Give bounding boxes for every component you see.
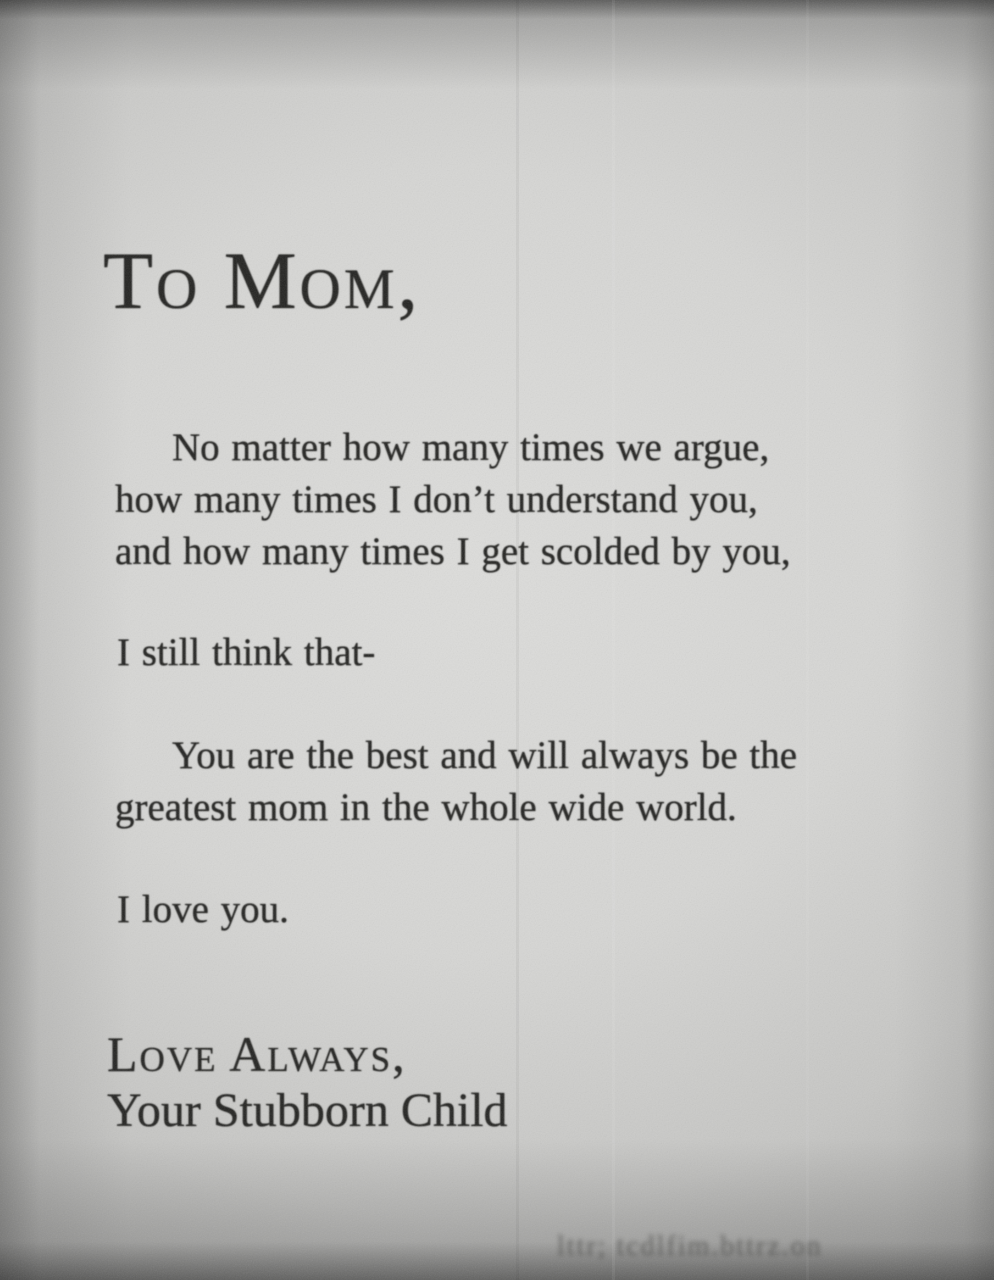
paragraph-line: and how many times I get scolded by you, xyxy=(115,530,791,573)
letter-closing: Love Always, xyxy=(107,1026,407,1082)
paragraph-line: how many times I don’t understand you, xyxy=(115,478,758,521)
paragraph-line: No matter how many times we argue, xyxy=(172,426,770,469)
paragraph-line: greatest mom in the whole wide world. xyxy=(115,786,737,829)
letter-paragraph-greatest-mom xyxy=(115,730,797,834)
watermark-text: lttr; tcdlfim.bttrz.on xyxy=(557,1231,823,1262)
paragraph-line: You are the best and will always be the xyxy=(172,734,798,777)
paper-streak xyxy=(806,0,809,1280)
letter-signature: Your Stubborn Child xyxy=(107,1084,508,1137)
letter-interjection: I still think that- xyxy=(117,631,376,674)
paper-streak xyxy=(516,0,519,1280)
letter-declaration: I love you. xyxy=(117,888,289,931)
paper-streak xyxy=(612,0,615,1280)
letter-paragraph-argue xyxy=(115,422,791,578)
letter-salutation: To Mom, xyxy=(103,235,422,326)
